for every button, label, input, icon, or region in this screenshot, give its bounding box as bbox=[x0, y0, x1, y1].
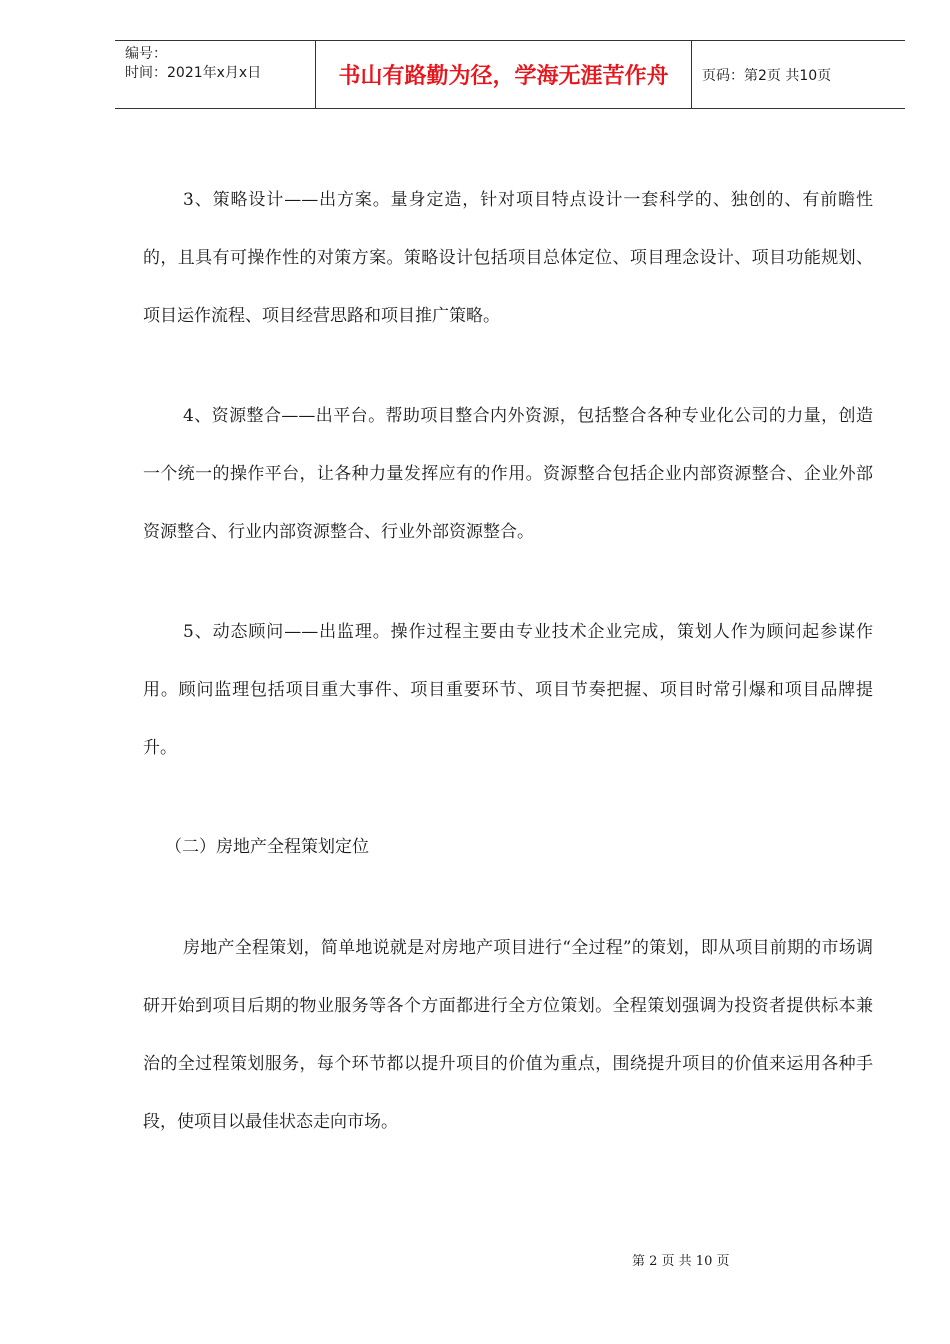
paragraph-strategy-design: 3、策略设计——出方案。量身定造，针对项目特点设计一套科学的、独创的、有前瞻性的，且具有可操作性的对策方案。策略设计包括项目总体定位、项目理念设计、项目功能规划、项目运作流程、项目经营思路和项目推广策略。 bbox=[143, 190, 873, 326]
paragraph-full-process-planning: 房地产全程策划，简单地说就是对房地产项目进行“全过程”的策划，即从项目前期的市场调研开始到项目后期的物业服务等各个方面都进行全方位策划。全程策划强调为投资者提供标本兼治的全过程策划服务，每个环节都以提升项目的价值为重点，围绕提升项目的价值来运用各种手段，使项目以最佳状态走向市场。 bbox=[143, 938, 873, 1132]
number-label: 编号： bbox=[125, 46, 167, 62]
header-motto: 书山有路勤为径，学海无涯苦作舟 bbox=[315, 41, 692, 108]
paragraph-resource-integration: 4、资源整合——出平台。帮助项目整合内外资源，包括整合各种专业化公司的力量，创造一个统一的操作平台，让各种力量发挥应有的作用。资源整合包括企业内部资源整合、企业外部资源整合、行业内部资源整合、行业外部资源整合。 bbox=[143, 406, 873, 542]
header-meta bbox=[115, 41, 315, 108]
header-page-info: 页码：第2页 共10页 bbox=[702, 67, 832, 84]
time-label: 时间：2021年x月x日 bbox=[125, 65, 262, 81]
paragraph-dynamic-consulting: 5、动态顾问——出监理。操作过程主要由专业技术企业完成，策划人作为顾问起参谋作用。顾问监理包括项目重大事件、项目重要环节、项目节奏把握、项目时常引爆和项目品牌提升。 bbox=[143, 622, 873, 758]
document-header bbox=[115, 40, 905, 109]
section-heading: （二）房地产全程策划定位 bbox=[165, 837, 369, 857]
page-footer: 第 2 页 共 10 页 bbox=[632, 1254, 730, 1269]
